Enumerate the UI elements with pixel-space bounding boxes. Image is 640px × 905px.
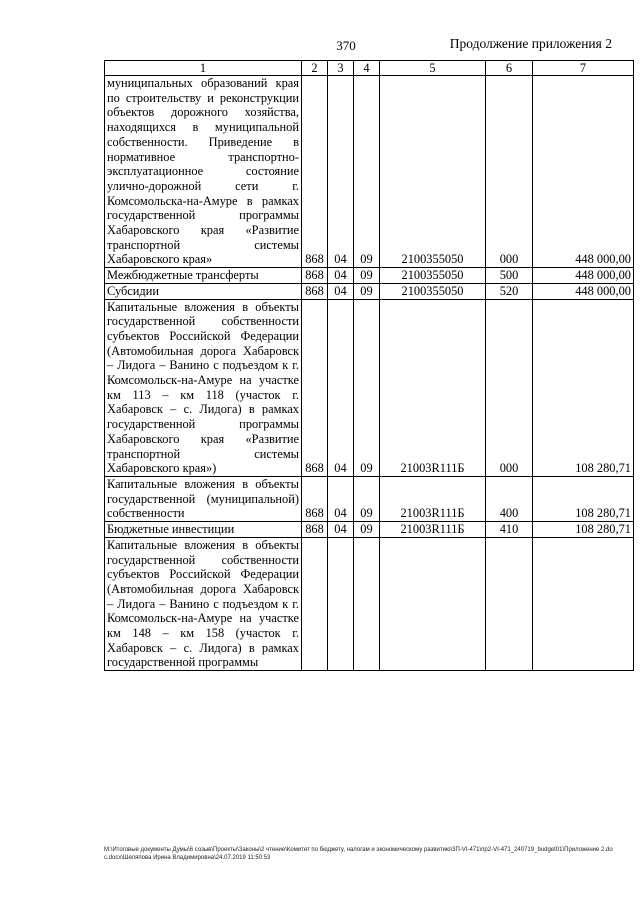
row-expense-type <box>486 537 533 670</box>
table-row <box>105 76 634 268</box>
row-section-code <box>328 537 354 670</box>
table-header-row <box>105 61 634 76</box>
row-target-code: 21003R111Б <box>380 522 486 538</box>
row-amount: 108 280,71 <box>533 476 634 521</box>
row-amount <box>533 537 634 670</box>
row-name: Капитальные вложения в объекты государственной (муниципальной) собственности <box>105 476 302 521</box>
row-subsection-code: 09 <box>354 268 380 284</box>
row-subsection-code: 09 <box>354 299 380 476</box>
row-target-code <box>380 537 486 670</box>
column-header: 7 <box>533 61 634 76</box>
row-expense-type: 520 <box>486 283 533 299</box>
row-ministry-code <box>302 537 328 670</box>
column-header: 1 <box>105 61 302 76</box>
row-target-code: 2100355050 <box>380 76 486 268</box>
row-section-code: 04 <box>328 268 354 284</box>
row-amount: 448 000,00 <box>533 76 634 268</box>
budget-table <box>104 60 634 671</box>
row-name: Бюджетные инвестиции <box>105 522 302 538</box>
column-header: 5 <box>380 61 486 76</box>
row-subsection-code: 09 <box>354 283 380 299</box>
column-header: 3 <box>328 61 354 76</box>
row-ministry-code: 868 <box>302 522 328 538</box>
row-amount: 108 280,71 <box>533 299 634 476</box>
row-target-code: 2100355050 <box>380 283 486 299</box>
row-subsection-code: 09 <box>354 476 380 521</box>
row-name: Субсидии <box>105 283 302 299</box>
row-name: Межбюджетные трансферты <box>105 268 302 284</box>
row-expense-type: 000 <box>486 76 533 268</box>
row-section-code: 04 <box>328 76 354 268</box>
row-section-code: 04 <box>328 283 354 299</box>
table-row <box>105 299 634 476</box>
row-target-code: 21003R111Б <box>380 299 486 476</box>
row-subsection-code: 09 <box>354 76 380 268</box>
row-target-code: 2100355050 <box>380 268 486 284</box>
row-amount: 108 280,71 <box>533 522 634 538</box>
table-row <box>105 268 634 284</box>
column-header: 4 <box>354 61 380 76</box>
row-amount: 448 000,00 <box>533 283 634 299</box>
row-section-code: 04 <box>328 476 354 521</box>
row-subsection-code <box>354 537 380 670</box>
row-ministry-code: 868 <box>302 476 328 521</box>
row-target-code: 21003R111Б <box>380 476 486 521</box>
table-row <box>105 283 634 299</box>
row-name: Капитальные вложения в объекты государственной собственности субъектов Российской Федерации (Автомобильная дорога Хабаровск – Лидога – Ванино с подъездом к г. Комсомольск-на-Амуре на участке км 113 – км 118 (участок г. Хабаровск – с. Лидога) в рамках государственной программы Хабаровского края «Развитие транспортной системы Хабаровского края») <box>105 299 302 476</box>
row-name: Капитальные вложения в объекты государственной собственности субъектов Российской Федерации (Автомобильная дорога Хабаровск – Лидога – Ванино с подъездом к г. Комсомольск-на-Амуре на участке км 148 – км 158 (участок г. Хабаровск – с. Лидога) в рамках государственной программы <box>105 537 302 670</box>
row-subsection-code: 09 <box>354 522 380 538</box>
row-expense-type: 400 <box>486 476 533 521</box>
table-row <box>105 476 634 521</box>
row-ministry-code: 868 <box>302 283 328 299</box>
row-expense-type: 500 <box>486 268 533 284</box>
table-row <box>105 537 634 670</box>
row-section-code: 04 <box>328 299 354 476</box>
row-ministry-code: 868 <box>302 268 328 284</box>
row-amount: 448 000,00 <box>533 268 634 284</box>
row-name: муниципальных образований края по строительству и реконструкции объектов дорожного хозяйства, находящихся в муниципальной собственности. Приведение в нормативное транспортно-эксплуатационное состояние улично-дорожной сети г. Комсомольска-на-Амуре в рамках государственной программы Хабаровского края «Развитие транспортной системы Хабаровского края» <box>105 76 302 268</box>
document-path-footer: M:\Итоговые документы Думы\6 созыв\Проекты\Законы\2 чтение\Комитет по бюджету, налогам и экономическому развитию\3П-VI-471\пр2-VI-471_240719_budget01\Приложение 2.doc.docx\Шеляпова Ирина Владимировна\24.07.2019 11:50:53 <box>104 847 613 861</box>
page-number: 370 <box>336 38 356 53</box>
row-section-code: 04 <box>328 522 354 538</box>
row-ministry-code: 868 <box>302 76 328 268</box>
column-header: 6 <box>486 61 533 76</box>
continuation-label: Продолжение приложения 2 <box>449 36 612 51</box>
table-row <box>105 522 634 538</box>
row-ministry-code: 868 <box>302 299 328 476</box>
column-header: 2 <box>302 61 328 76</box>
row-expense-type: 410 <box>486 522 533 538</box>
row-expense-type: 000 <box>486 299 533 476</box>
